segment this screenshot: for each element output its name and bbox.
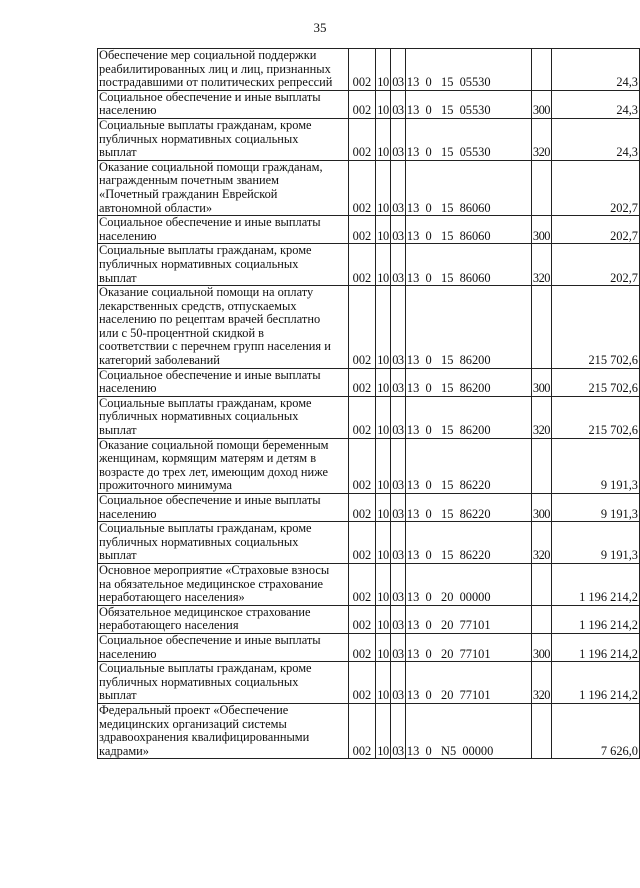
gr-code-cell: 002	[348, 605, 375, 633]
table-row	[98, 563, 640, 605]
vr-code-cell	[531, 160, 551, 215]
row-name-line: неработающего населения	[99, 618, 239, 633]
rz-code-cell: 10	[375, 286, 390, 369]
pr-code-cell: 03	[390, 662, 405, 704]
row-name-cell	[98, 244, 349, 286]
sum-cell: 202,7	[551, 160, 639, 215]
cs-code-cell: 13 0 20 77101	[405, 633, 531, 661]
pr-code-cell: 03	[390, 286, 405, 369]
row-name-line: населению	[99, 381, 157, 396]
row-name-line: Оказание социальной помощи на оплату	[99, 285, 314, 300]
row-name-line: женщинам, кормящим матерям и детям в	[99, 451, 317, 466]
rz-code-cell: 10	[375, 563, 390, 605]
rz-code-cell: 10	[375, 244, 390, 286]
table-row	[98, 90, 640, 118]
cs-code-cell: 13 0 15 86220	[405, 522, 531, 564]
row-name-line: Социальное обеспечение и иные выплаты	[99, 368, 321, 382]
row-name-line: неработающего населения»	[99, 590, 245, 605]
row-name-line: прожиточного минимума	[99, 478, 233, 493]
pr-code-cell: 03	[390, 563, 405, 605]
table-row	[98, 49, 640, 91]
gr-code-cell: 002	[348, 438, 375, 493]
vr-code-cell	[531, 703, 551, 758]
row-name-cell	[98, 368, 349, 396]
sum-cell: 24,3	[551, 118, 639, 160]
rz-code-cell: 10	[375, 633, 390, 661]
row-name-line: выплат	[99, 688, 137, 703]
row-name-cell	[98, 49, 349, 91]
row-name-line: публичных нормативных социальных	[99, 256, 299, 271]
row-name-cell	[98, 90, 349, 118]
row-name-cell	[98, 563, 349, 605]
sum-cell: 9 191,3	[551, 522, 639, 564]
cs-code-cell: 13 0 15 86220	[405, 438, 531, 493]
sum-cell: 7 626,0	[551, 703, 639, 758]
cs-code-cell: 13 0 N5 00000	[405, 703, 531, 758]
sum-cell: 215 702,6	[551, 286, 639, 369]
rz-code-cell: 10	[375, 90, 390, 118]
row-name-cell	[98, 703, 349, 758]
row-name-line: выплат	[99, 145, 137, 160]
table-row	[98, 438, 640, 493]
vr-code-cell: 300	[531, 368, 551, 396]
page-number: 35	[313, 20, 327, 35]
gr-code-cell: 002	[348, 368, 375, 396]
rz-code-cell: 10	[375, 662, 390, 704]
gr-code-cell: 002	[348, 703, 375, 758]
row-name-line: Социальное обеспечение и иные выплаты	[99, 215, 321, 230]
rz-code-cell: 10	[375, 118, 390, 160]
gr-code-cell: 002	[348, 118, 375, 160]
pr-code-cell: 03	[390, 494, 405, 522]
row-name-cell	[98, 633, 349, 661]
row-name-line: кадрами»	[99, 743, 149, 758]
row-name-line: Социальные выплаты гражданам, кроме	[99, 521, 312, 536]
row-name-line: населению по рецептам врачей бесплатно	[99, 312, 321, 327]
table-row	[98, 662, 640, 704]
vr-code-cell: 300	[531, 216, 551, 244]
gr-code-cell: 002	[348, 244, 375, 286]
sum-cell: 24,3	[551, 90, 639, 118]
row-name-cell	[98, 522, 349, 564]
sum-cell: 1 196 214,2	[551, 563, 639, 605]
gr-code-cell: 002	[348, 49, 375, 91]
gr-code-cell: 002	[348, 90, 375, 118]
gr-code-cell: 002	[348, 286, 375, 369]
cs-code-cell: 13 0 15 86220	[405, 494, 531, 522]
table-row	[98, 160, 640, 215]
row-name-cell	[98, 286, 349, 369]
table-row	[98, 494, 640, 522]
pr-code-cell: 03	[390, 49, 405, 91]
row-name-line: категорий заболеваний	[99, 353, 220, 368]
sum-cell: 9 191,3	[551, 494, 639, 522]
row-name-line: Оказание социальной помощи гражданам,	[99, 160, 323, 174]
row-name-line: Социальное обеспечение и иные выплаты	[99, 633, 321, 647]
gr-code-cell: 002	[348, 160, 375, 215]
row-name-line: Социальное обеспечение и иные выплаты	[99, 90, 321, 104]
vr-code-cell: 320	[531, 662, 551, 704]
cs-code-cell: 13 0 15 86200	[405, 368, 531, 396]
pr-code-cell: 03	[390, 438, 405, 493]
cs-code-cell: 13 0 15 86200	[405, 286, 531, 369]
sum-cell: 1 196 214,2	[551, 605, 639, 633]
vr-code-cell: 320	[531, 244, 551, 286]
row-name-cell	[98, 438, 349, 493]
vr-code-cell: 300	[531, 494, 551, 522]
row-name-line: реабилитированных лиц и лиц, признанных	[99, 61, 331, 76]
pr-code-cell: 03	[390, 160, 405, 215]
rz-code-cell: 10	[375, 368, 390, 396]
pr-code-cell: 03	[390, 244, 405, 286]
row-name-line: Социальные выплаты гражданам, кроме	[99, 118, 312, 132]
rz-code-cell: 10	[375, 494, 390, 522]
row-name-cell	[98, 662, 349, 704]
table-row	[98, 396, 640, 438]
cs-code-cell: 13 0 15 05530	[405, 118, 531, 160]
row-name-line: публичных нормативных социальных	[99, 131, 299, 146]
row-name-line: на обязательное медицинское страхование	[99, 576, 323, 591]
row-name-line: автономной области»	[99, 200, 213, 215]
row-name-line: публичных нормативных социальных	[99, 409, 299, 424]
row-name-cell	[98, 605, 349, 633]
rz-code-cell: 10	[375, 49, 390, 91]
table-row	[98, 244, 640, 286]
vr-code-cell: 300	[531, 90, 551, 118]
pr-code-cell: 03	[390, 216, 405, 244]
row-name-cell	[98, 494, 349, 522]
row-name-line: населению	[99, 103, 157, 118]
sum-cell: 215 702,6	[551, 368, 639, 396]
pr-code-cell: 03	[390, 368, 405, 396]
row-name-cell	[98, 118, 349, 160]
row-name-line: публичных нормативных социальных	[99, 534, 299, 549]
cs-code-cell: 13 0 15 05530	[405, 49, 531, 91]
gr-code-cell: 002	[348, 563, 375, 605]
rz-code-cell: 10	[375, 438, 390, 493]
row-name-line: награжденным почетным званием	[99, 173, 280, 188]
pr-code-cell: 03	[390, 90, 405, 118]
row-name-cell	[98, 396, 349, 438]
cs-code-cell: 13 0 15 86200	[405, 396, 531, 438]
cs-code-cell: 13 0 20 77101	[405, 662, 531, 704]
table-row	[98, 703, 640, 758]
budget-table	[97, 48, 640, 759]
row-name-line: выплат	[99, 423, 137, 438]
table-row	[98, 286, 640, 369]
cs-code-cell: 13 0 15 05530	[405, 90, 531, 118]
pr-code-cell: 03	[390, 118, 405, 160]
vr-code-cell: 320	[531, 118, 551, 160]
row-name-line: пострадавшими от политических репрессий	[99, 75, 333, 90]
sum-cell: 9 191,3	[551, 438, 639, 493]
pr-code-cell: 03	[390, 605, 405, 633]
row-name-line: населению	[99, 228, 157, 243]
rz-code-cell: 10	[375, 160, 390, 215]
budget-table-body	[98, 49, 640, 759]
vr-code-cell	[531, 49, 551, 91]
row-name-line: возрасте до трех лет, имеющим доход ниже	[99, 464, 329, 479]
pr-code-cell: 03	[390, 703, 405, 758]
cs-code-cell: 13 0 15 86060	[405, 244, 531, 286]
row-name-line: выплат	[99, 548, 137, 563]
rz-code-cell: 10	[375, 396, 390, 438]
row-name-line: здравоохранения квалифицированными	[99, 730, 310, 745]
vr-code-cell: 320	[531, 396, 551, 438]
cs-code-cell: 13 0 15 86060	[405, 216, 531, 244]
row-name-line: Оказание социальной помощи беременным	[99, 438, 329, 452]
row-name-line: «Почетный гражданин Еврейской	[99, 186, 278, 201]
rz-code-cell: 10	[375, 605, 390, 633]
gr-code-cell: 002	[348, 396, 375, 438]
pr-code-cell: 03	[390, 522, 405, 564]
row-name-line: или с 50-процентной скидкой в	[99, 325, 265, 340]
row-name-line: Социальные выплаты гражданам, кроме	[99, 661, 312, 676]
row-name-line: выплат	[99, 270, 137, 285]
row-name-line: Федеральный проект «Обеспечение	[99, 703, 289, 717]
row-name-line: Основное мероприятие «Страховые взносы	[99, 563, 330, 577]
table-row	[98, 605, 640, 633]
row-name-cell	[98, 160, 349, 215]
row-name-line: населению	[99, 506, 157, 521]
cs-code-cell: 13 0 20 00000	[405, 563, 531, 605]
sum-cell: 24,3	[551, 49, 639, 91]
cs-code-cell: 13 0 20 77101	[405, 605, 531, 633]
table-row	[98, 368, 640, 396]
gr-code-cell: 002	[348, 494, 375, 522]
row-name-line: лекарственных средств, отпускаемых	[99, 298, 297, 313]
table-row	[98, 633, 640, 661]
sum-cell: 202,7	[551, 244, 639, 286]
row-name-line: медицинских организаций системы	[99, 716, 287, 731]
row-name-line: публичных нормативных социальных	[99, 674, 299, 689]
table-row	[98, 522, 640, 564]
row-name-line: Обеспечение мер социальной поддержки	[99, 48, 317, 62]
row-name-line: Социальные выплаты гражданам, кроме	[99, 243, 312, 258]
pr-code-cell: 03	[390, 633, 405, 661]
row-name-line: Социальное обеспечение и иные выплаты	[99, 493, 321, 507]
table-row	[98, 118, 640, 160]
sum-cell: 202,7	[551, 216, 639, 244]
vr-code-cell	[531, 286, 551, 369]
rz-code-cell: 10	[375, 522, 390, 564]
vr-code-cell	[531, 563, 551, 605]
vr-code-cell: 300	[531, 633, 551, 661]
cs-code-cell: 13 0 15 86060	[405, 160, 531, 215]
row-name-line: населению	[99, 646, 157, 661]
row-name-line: Социальные выплаты гражданам, кроме	[99, 396, 312, 410]
gr-code-cell: 002	[348, 522, 375, 564]
gr-code-cell: 002	[348, 216, 375, 244]
row-name-cell	[98, 216, 349, 244]
vr-code-cell	[531, 605, 551, 633]
vr-code-cell	[531, 438, 551, 493]
gr-code-cell: 002	[348, 633, 375, 661]
rz-code-cell: 10	[375, 216, 390, 244]
gr-code-cell: 002	[348, 662, 375, 704]
table-row	[98, 216, 640, 244]
sum-cell: 1 196 214,2	[551, 633, 639, 661]
row-name-line: Обязательное медицинское страхование	[99, 605, 311, 619]
vr-code-cell: 320	[531, 522, 551, 564]
sum-cell: 215 702,6	[551, 396, 639, 438]
rz-code-cell: 10	[375, 703, 390, 758]
pr-code-cell: 03	[390, 396, 405, 438]
row-name-line: соответствии с перечнем групп населения и	[99, 339, 331, 354]
sum-cell: 1 196 214,2	[551, 662, 639, 704]
